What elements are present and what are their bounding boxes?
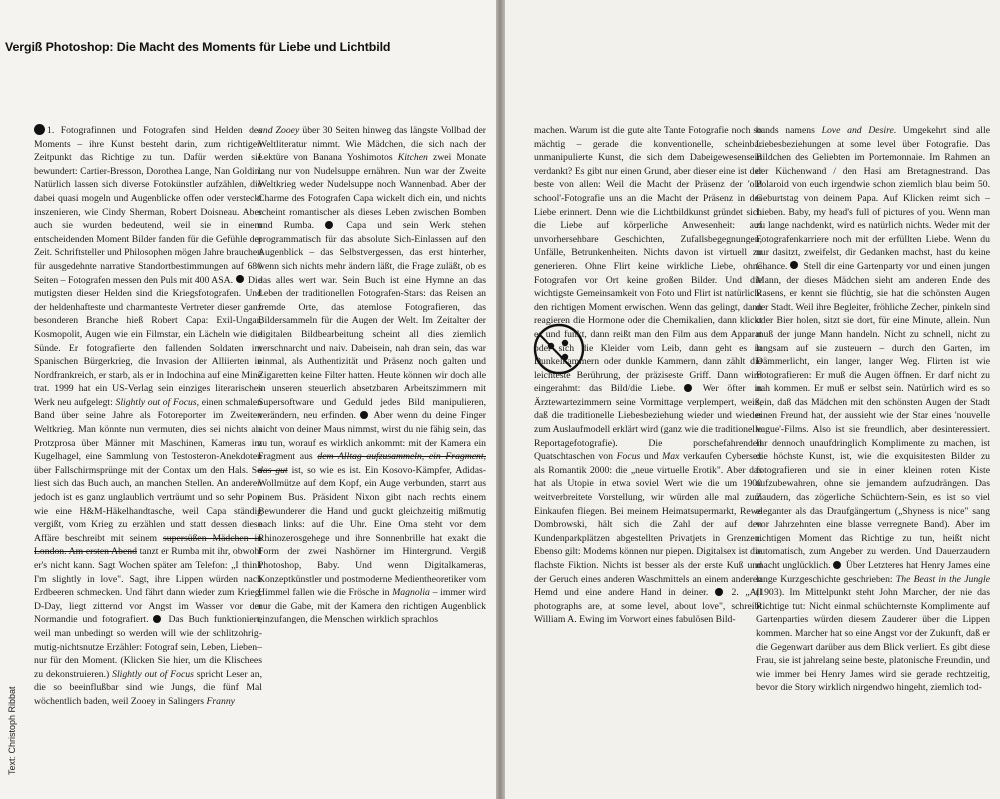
column-1 xyxy=(34,124,262,709)
book-title: Kitchen xyxy=(397,152,428,164)
magazine-title: Max xyxy=(662,451,680,463)
book-title: Slightly out of Focus xyxy=(112,668,194,680)
bullet-dot-icon xyxy=(790,261,798,269)
bullet-dot-icon xyxy=(153,615,161,623)
book-title: Franny xyxy=(206,695,235,707)
left-page xyxy=(0,0,496,799)
bullet-dot-icon xyxy=(715,588,723,596)
paragraph: and Zooey über 30 Seiten hinweg das längste Vollbad der Weltliteratur nimmt. Wie Mädchen, die sich nach der Lektüre von Banana Yoshimotos Kitchen zwei Monate lang nur von Nudelsuppe ernähren. Nun war der Zweite Weltkrieg weder Nudelsuppe noch Wannenbad. Aber der Charme des Fotografen Capa wickelt dich ein, und nichts scheint romantischer als dieses Leben zwischen Bomben und Rumba. Capa und sein Werk stehen programmatisch für das absolute Sich-Einlassen auf den Augenblick – das Selbstvergessen, das erst hinterher, wenn sich nichts mehr ändern läßt, die Frage zuläßt, ob es das alles wert war. Sein Buch ist eine Hymne an das Leben der traditionellen Fotografen-Stars: das Reisen an fremde Orte, das atemlose Fotografieren, das Bildersammeln für die Augen der Welt. Im Zeitalter der digitalen Bildbearbeitung scheint all dies ziemlich verschnarcht und naiv. Dabeisein, nah dran sein, das war einmal, als Authentizität und Präsenz noch galten und Zigaretten keine Filter hatten. Heute können wir doch alle in unseren steuerlich absetzbaren Arbeitszimmern mit Supersoftware und Geduld jedes Bild manipulieren, verändern, neu erfinden. Aber wenn du deine Finger nicht von deiner Maus nimmst, wirst du nie fähig sein, das zu tun, worauf es wirklich ankommt: mit der Kamera ein Fragment aus dem Alltag aufzusammeln, ein Fragment, das gut ist, so wie es ist. Ein Kosovo-Kämpfer, Adidas-Wollmütze auf dem Kopf, ein Auge verbunden, starrt aus einem Bus. Präsident Nixon gibt nach rechts einem Bewunderer die Hand und guckt gleichzeitig mißmutig nach links: auf die Uhr. Eine Oma steht vor dem Rhinozerosgehege und ihre Sonnenbrille hat exakt die Form der zwei Nashörner im Hintergrund. Vergiß Photoshop, Baby. Und wenn Digitalkameras, Konzeptkünstler und postmoderne Medientheoretiker vom Himmel fallen wie die Frösche in Magnolia – immer wird nur die Gabe, mit der Kamera den richtigen Augenblick einzufangen, die Menschen wirklich sprachlos xyxy=(258,125,487,626)
struck-line: dem Alltag aufzusammeln, ein Fragment, das gut xyxy=(258,451,487,476)
bullet-dot-icon xyxy=(325,221,333,229)
bullet-dot-icon xyxy=(360,411,368,419)
column-2 xyxy=(258,124,486,627)
column-3 xyxy=(534,124,762,627)
film-title: Magnolia xyxy=(392,587,430,599)
magazine-title: Focus xyxy=(616,451,641,463)
article-headline: Vergiß Photoshop: Die Macht des Moments für Liebe und Lichtbild xyxy=(5,40,391,54)
paragraph: 1. Fotografinnen und Fotografen sind Helden des Moments – ihre Kunst besteht darin, zum richtigen Zeitpunkt das Richtige zu tun. Dafür werden sie bewundert: Cartier-Bresson, Dorothea Lange, Nan Goldin. Natürlich lassen sich diverse Fotokünstler aufzählen, die dabei quasi mogeln und Augenblicke offen oder versteckt inszenieren, wie Cindy Sherman, Robert Doisneau. Aber auch sie wurden bedeutend, weil sie in einem entscheidenden Moment Bilder fanden für die Gefühle der Zeit. Schriftsteller und Philosophen mögen Jahre brauchen für ausgedehnte narrative Standortbestimmungen auf 680 Seiten – Fotografen messen den Puls mit 400 ASA. Die mutigsten dieser Helden sind die Kriegsfotografen. Und der heldenhafteste und charmanteste Vertreter dieser ganz besonderen Branche hieß Robert Capa: Exil-Ungar, Kosmopolit, Augen wie ein Filmstar, ein Lächeln wie die Sünde. Er fotografierte den fallenden Soldaten im Spanischen Bürgerkrieg, die Invasion der Alliierten in Nordfrankreich, er starb, als er in Indochina auf eine Mine trat. 1999 hat ein US-Verlag sein einziges literarisches Werk neu aufgelegt: Slightly out of Focus, einen schmalen Band über seine Jahre als Fotoreporter im Zweiten Weltkrieg. Man könnte nun vermuten, dies sei nichts als Protzprosa über Männer mit Maschinen, Kameras im Kugelhagel, eine Sammlung von Testosteron-Anekdoten über Fallschirmsprünge mit der Contax um den Hals. So liest sich das Buch auch, an manchen Stellen. An anderen jedoch ist es ganz unglaublich verträumt und so sehr Pop wie eine H&M-Häkelhandtasche, weil Capa ständig vergißt, vom Krieg zu erzählen und statt dessen diese Affäre beschreibt mit seinem supersüßen Mädchen in London. Am ersten Abend tanzt er Rumba mit ihr, obwohl er's nicht kann. Sagt Wochen später am Telefon: „I think I'm slightly in love". Sagt, ihre Lippen würden nach Erdbeeren schmecken. Und fährt dann wieder zum Krieg, D-Day, liegt zitternd vor Angst im Wasser vor der Normandie und fotografiert. Das Buch funktioniert, weil man unbedingt so werden will wie der schlitzohrig-mutig-nichtsnutze Erzähler: Fotograf sein, Leben, Lieben– nur für den Moment. (Klicken Sie hier, um die Klischees zu dekonstruieren.) Slightly out of Focus spricht Leser an, die so beeinflußbar sind wie Jungs, die fünf Mal wöchentlich baden, weil Zooey in Salingers Franny xyxy=(34,125,262,707)
book-title: Slightly out of Focus xyxy=(115,396,197,408)
book-title: and Zooey xyxy=(258,125,300,136)
right-page xyxy=(505,0,1000,799)
bullet-dot-icon xyxy=(833,561,841,569)
paragraph: bands namens Love and Desire. Umgekehrt sind alle Liebesbeziehungen at some level über Fotografie. Das Bildchen des Geliebten im Portemonnaie. Im Rahmen an der Küchenwand / den Hasi am Bretagnestrand. Das Polaroid von euch irgendwie schon ziemlich blau beim 50. Geburtstag von deinem Papa. Auf Klicken reimt sich – Lieben. Baby, my head's full of pictures of you. Wenn man zu lange nachdenkt, wird es natürlich nichts. Weder mit der Fotografenkarriere noch mit der erfüllten Liebe. Wenn du nur dasitzt, zweifelst, dir Gedanken machst, hast du keine Chance. Stell dir eine Gartenparty vor und einen jungen Mann, der dieses Mädchen sieht am anderen Ende des Rasens, er kennt sie flüchtig, sie hat die schönsten Augen der Stadt. Weil ihre Begleiter, fröhliche Zecher, pinkeln sind oder Bier holen, sitzt sie dort, für eine Minute, allein. Nun muß der junge Mann handeln. Nicht zu schnell, nicht zu langsam auf sie zusteuern – durch den Garten, im Dämmerlicht, ein langer, langer Weg. Flirten ist wie Fotografieren: Er muß die Augen öffnen. Er darf nicht zu nah kommen. Er muß er selbst sein. Natürlich wird es so sein, daß das Mädchen mit den schönsten Augen der Stadt einen Freund hat, der aussieht wie der Star eines 'nouvelle vague'-Films. Also ist sie freundlich, aber desinteressiert. Ihr dennoch unaufdringlich Komplimente zu machen, ist die höchste Kunst, ist, wie die exquisitesten Bilder zu fotografieren und sie in einer kleinen roten Kiste aufzubewahren, ohne sie jemandem aufzudrängen. Das Zaudern, das zögerliche Schüchtern-Sein, es ist so viel eleganter als das Draufgängertum („Shyness is nice" sang vor Jahrzehnten eine blasse verregnete Band). Aber im richtigen Moment das Richtige zu tun, heißt nicht automatisch, zum Angeber zu werden. Und Dauerzaudern macht unglücklich. Über Letzteres hat Henry James eine lange Kurzgeschichte geschrieben: The Beast in the Jungle (1903). Im Mittelpunkt steht John Marcher, der nie das Richtige tut: Nicht einmal schüchternste Komplimente auf Gartenparties würden diesem Zauderer über die Lippen kommen. Marcher hat so eine Angst vor der Zukunft, daß er die Gegenwart darüber aus dem Blick verliert. Es gibt diese Frau, sie ist jahrelang seine beste, platonische Freundin, und wie immer bei Henry James wird sie gerade rechtzeitig, bevor die Story wirklich nirgendwo hingeht, ziemlich tod- xyxy=(756,125,991,694)
bullet-dot-icon xyxy=(34,124,45,135)
bullet-dot-icon xyxy=(236,275,244,283)
author-credit: Text: Christoph Ribbat xyxy=(7,686,17,775)
book-title: The Beast in the Jungle xyxy=(895,573,991,585)
bullet-dot-icon xyxy=(684,384,692,392)
struck-line: supersüßen Mädchen in London. Am ersten Abend xyxy=(34,532,262,558)
page-gutter xyxy=(496,0,505,799)
book-title: Love and Desire xyxy=(821,125,894,136)
paragraph: machen. Warum ist die gute alte Tante Fotografie noch so mächtig – gerade die konventionelle, scheinbar unmanipulierte Kunst, die sich dem Dabeigewesensein verdankt? Es gibt nur einen Grund, aber dieser eine ist der beste von allen: Weil die Macht der Präsenz der 'old school'-Fotografie uns an die Macht der Präsenz in der Liebe erinnert. Denn wie die Lichtbildkunst gründet sich die Liebe auf körperliche Anwesenheit: auf unvorhersehbare Geschichten, Zufallsbegegnungen, Unfälle, Betrunkenheiten. Nichts davon ist virtuell zu generieren. Ohne Flirt keine wirkliche Liebe, ohne Fotografen vor Ort keine großen Bilder. Und die wichtigste Gemeinsamkeit von Foto und Flirt ist natürlich: den richtigen Moment erwischen. Wenn das gelingt, dann reagieren die Hormone oder die Chemikalien, dann klickt es und funkt, dann reißt man den Film aus dem Apparat oder sich die Kleider vom Leib, dann geht es in Dunkelkammern oder dunkle Kammern, dann zählt die leichteste Berührung, der präziseste Griff. Dann wird eingerahmt: das Bild/die Liebe. Wer öfter in Ärztewartezimmern seine Vormittage verplempert, weiß, daß die traditionelle Liebesbeziehung wieder und wieder zum Auslaufmodell erklärt wird (ganz wie die traditionelle Reportagefotografie). Die porschefahrenden Quatschtaschen von Focus und Max verkaufen Cybersex als Romantik 2000: die „neue virtuelle Erotik". Aber das hat als Utopie in etwa soviel Wert wie die um 1900 weitverbreitete Vorstellung, wir würden alle mal zum Einkaufen fliegen. Bei meinem Heimatsupermarkt, Rewe Dombrowski, hält sich die Zahl der auf den Kundenparkplätzen abgestellten Privatjets in Grenzen. Ebenso gilt: Modems können nur piepen. Digitalsex ist die flachste Fiktion. Nichts ist besser als der erste Kuß und der Geruch eines anderen Waschmittels an einem anderen Hemd und eine andere Hand in deiner. 2. „All photographs are, at some level, about love", schreibt William A. Ewing im Vorwort eines fabulösen Bild- xyxy=(534,125,763,626)
column-4 xyxy=(756,124,990,695)
